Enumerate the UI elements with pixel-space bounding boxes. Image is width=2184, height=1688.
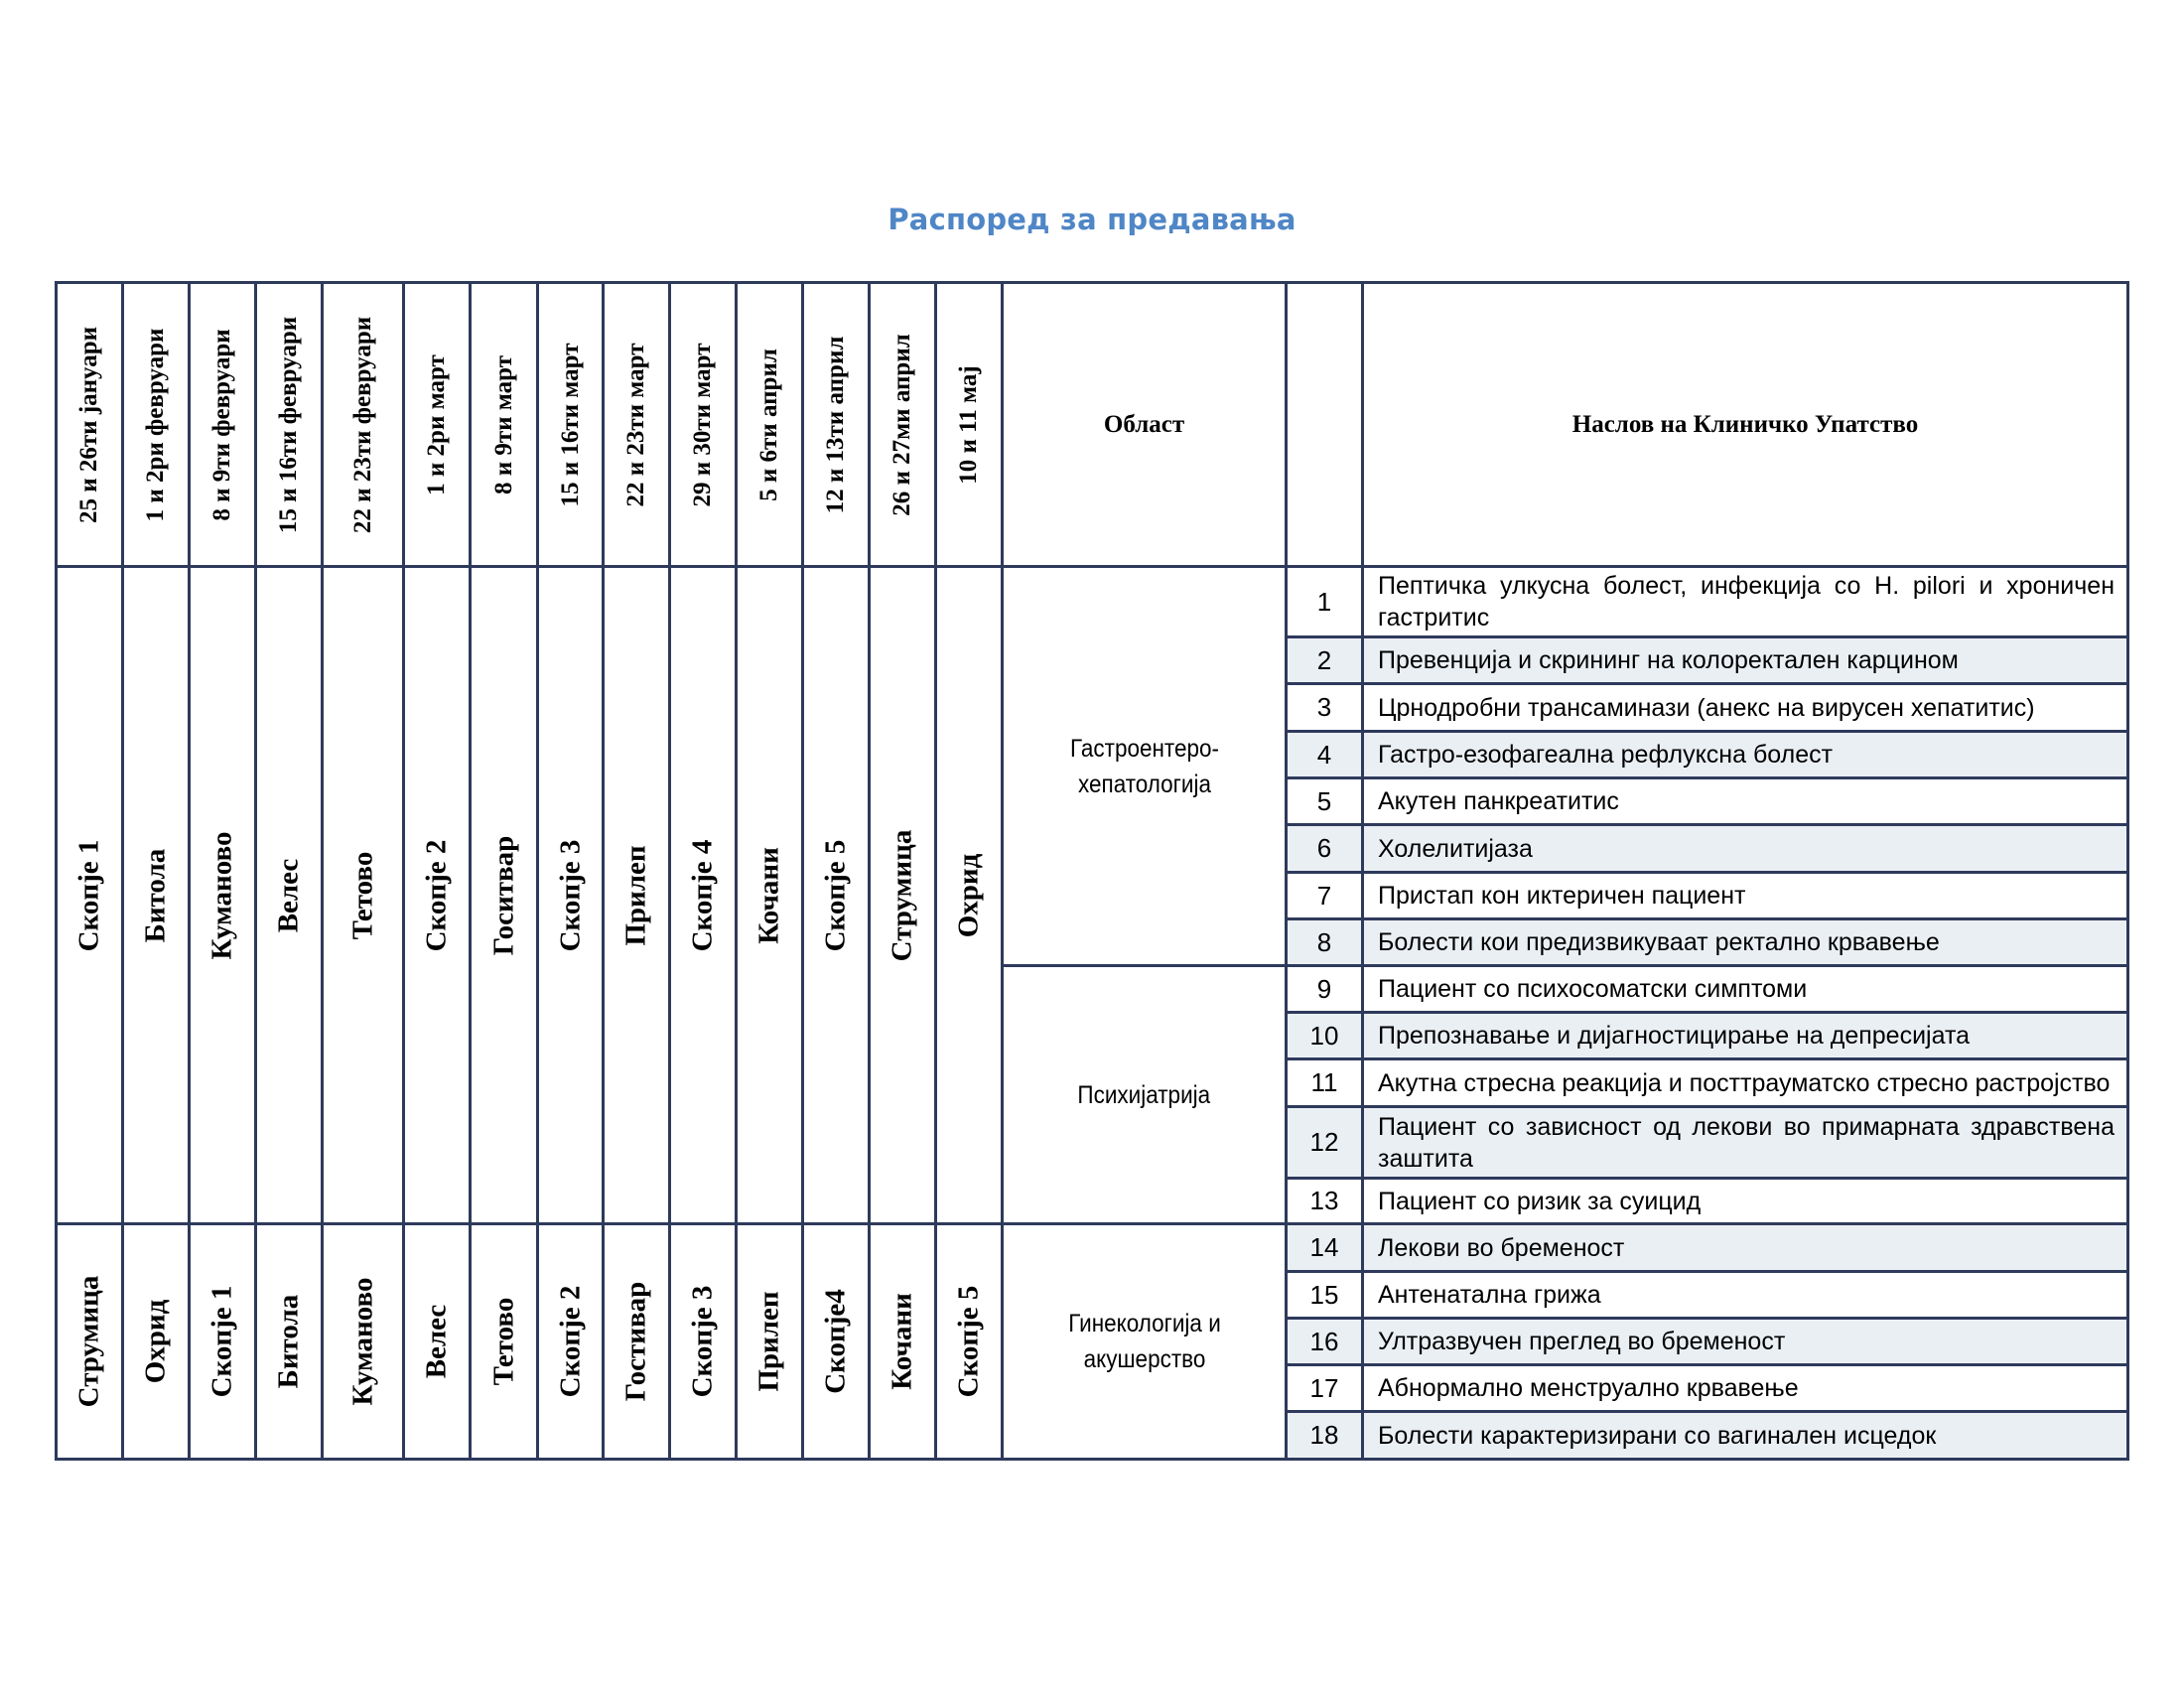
- lecture-schedule-table: [55, 281, 2129, 1461]
- guideline-title-text: Абнормално менструално крвавење: [1378, 1374, 1799, 1402]
- guideline-title: [1363, 1224, 2128, 1272]
- page-title: Распоред за предавања: [887, 203, 1297, 236]
- date-header-label: 29 и 30ти март: [689, 342, 716, 507]
- location-cell: [404, 1224, 471, 1460]
- area-cell: [1003, 966, 1287, 1224]
- date-header-label: 8 и 9ти март: [489, 354, 517, 494]
- location-label: Куманово: [205, 831, 238, 959]
- guideline-title: [1363, 567, 2128, 637]
- location-label: Тетово: [346, 851, 378, 939]
- guideline-title-text: Пациент со психосоматски симптоми: [1378, 975, 1808, 1003]
- guideline-number: 10: [1287, 1013, 1363, 1059]
- area-cell: [1003, 567, 1287, 966]
- location-label: Кочани: [886, 1293, 918, 1390]
- date-header: [123, 283, 190, 567]
- date-header: [737, 283, 803, 567]
- date-header: [190, 283, 256, 567]
- area-label: Гинекологија и акушерство: [1067, 1310, 1221, 1373]
- area-label: Гастроентеро-хепатологија: [1069, 734, 1219, 798]
- guideline-number: 4: [1287, 732, 1363, 778]
- guideline-title-text: Црнодробни трансаминази (анекс на вирусен хепатитис): [1378, 693, 2035, 722]
- guideline-number: 3: [1287, 684, 1363, 732]
- date-header: [803, 283, 870, 567]
- date-header: [471, 283, 538, 567]
- location-cell: [123, 1224, 190, 1460]
- location-label: Прилеп: [619, 844, 652, 946]
- guideline-number: 7: [1287, 873, 1363, 919]
- location-cell: [670, 567, 737, 1224]
- guideline-title-text: Антенатална грижа: [1378, 1281, 1601, 1309]
- guideline-title: [1363, 1365, 2128, 1412]
- location-label: Госитвар: [487, 835, 519, 955]
- guideline-title-text: Болести кои предизвикуваат ректално крвавење: [1378, 928, 1940, 956]
- date-header-label: 10 и 11 мај: [955, 364, 982, 485]
- location-label: Струмица: [886, 829, 918, 961]
- location-label: Струмица: [72, 1275, 105, 1408]
- location-cell: [57, 567, 123, 1224]
- table-row: [57, 567, 2128, 637]
- table-row: [57, 1224, 2128, 1272]
- number-header: [1287, 283, 1363, 567]
- date-header: [57, 283, 123, 567]
- date-header: [256, 283, 323, 567]
- location-cell: [870, 1224, 936, 1460]
- location-cell: [256, 1224, 323, 1460]
- location-cell: [256, 567, 323, 1224]
- date-header: [670, 283, 737, 567]
- guideline-title: [1363, 919, 2128, 966]
- location-cell: [471, 1224, 538, 1460]
- guideline-title: [1363, 873, 2128, 919]
- guideline-title: [1363, 966, 2128, 1013]
- guideline-number: 8: [1287, 919, 1363, 966]
- guideline-number: 15: [1287, 1272, 1363, 1319]
- location-cell: [803, 567, 870, 1224]
- date-header-label: 8 и 9ти февруари: [208, 328, 235, 521]
- location-label: Скопје 1: [72, 839, 105, 951]
- guideline-title: [1363, 825, 2128, 873]
- location-label: Битола: [272, 1294, 305, 1389]
- location-cell: [471, 567, 538, 1224]
- location-label: Куманово: [346, 1277, 378, 1406]
- guideline-title: [1363, 1179, 2128, 1224]
- guideline-number: 1: [1287, 567, 1363, 637]
- guideline-title: [1363, 1013, 2128, 1059]
- guideline-title-text: Гастро-езофагеална рефлуксна болест: [1378, 741, 1834, 769]
- guideline-title-text: Пациент со зависност од лекови во примарната здравствена заштита: [1378, 1112, 2115, 1173]
- guideline-title-text: Пептичка улкусна болест, инфекција со H. pilori и хроничен гастритис: [1378, 572, 2115, 632]
- header-row: [57, 283, 2128, 567]
- location-cell: [936, 567, 1003, 1224]
- guideline-number: 13: [1287, 1179, 1363, 1224]
- guideline-title-text: Холелитијаза: [1378, 834, 1533, 863]
- location-label: Охрид: [952, 853, 985, 937]
- guideline-title-text: Акутна стресна реакција и посттрауматско стресно растројство: [1378, 1068, 2111, 1097]
- location-label: Скопје 2: [420, 839, 453, 951]
- date-header-label: 15 и 16ти март: [556, 342, 584, 507]
- location-label: Скопје 3: [686, 1285, 719, 1398]
- date-header-label: 26 и 27ми април: [888, 333, 915, 516]
- date-header-label: 15 и 16ти февруари: [275, 316, 302, 533]
- date-header-label: 22 и 23ти февруари: [348, 316, 376, 533]
- location-label: Охрид: [139, 1299, 172, 1384]
- guideline-title: [1363, 1107, 2128, 1179]
- location-cell: [936, 1224, 1003, 1460]
- location-label: Тетово: [487, 1297, 519, 1386]
- guideline-title-text: Ултразвучен преглед во бременост: [1378, 1328, 1786, 1355]
- location-cell: [670, 1224, 737, 1460]
- guideline-number: 5: [1287, 778, 1363, 825]
- guideline-title-text: Препознавање и дијагностицирање на депресијата: [1378, 1022, 1971, 1050]
- guideline-number: 12: [1287, 1107, 1363, 1179]
- area-cell: [1003, 1224, 1287, 1460]
- date-header-label: 1 и 2ри февруари: [142, 328, 169, 521]
- guideline-title-text: Пациент со ризик за суицид: [1378, 1187, 1702, 1215]
- location-label: Прилеп: [752, 1291, 785, 1392]
- date-header: [604, 283, 670, 567]
- date-header-label: 25 и 26ти јануари: [75, 326, 102, 523]
- guideline-title: [1363, 1319, 2128, 1365]
- guideline-title: [1363, 637, 2128, 684]
- date-header: [538, 283, 604, 567]
- guideline-title: [1363, 732, 2128, 778]
- location-cell: [604, 1224, 670, 1460]
- location-cell: [190, 567, 256, 1224]
- date-header: [870, 283, 936, 567]
- location-cell: [538, 1224, 604, 1460]
- area-label: Психијатрија: [1077, 1080, 1211, 1109]
- guideline-title: [1363, 684, 2128, 732]
- location-cell: [604, 567, 670, 1224]
- date-header-label: 1 и 2ри март: [423, 353, 450, 495]
- location-label: Кочани: [752, 846, 785, 944]
- guideline-number: 17: [1287, 1365, 1363, 1412]
- date-header-label: 12 и 13ти април: [822, 336, 849, 513]
- guideline-number: 9: [1287, 966, 1363, 1013]
- guideline-number: 6: [1287, 825, 1363, 873]
- location-label: Гостивар: [619, 1281, 652, 1402]
- guideline-title-text: Акутен панкреатитис: [1378, 787, 1619, 815]
- location-cell: [737, 567, 803, 1224]
- guideline-number: 14: [1287, 1224, 1363, 1272]
- location-label: Скопје 5: [952, 1285, 985, 1398]
- area-header: Област: [1003, 283, 1287, 567]
- guideline-number: 18: [1287, 1412, 1363, 1460]
- guideline-title-text: Болести карактеризирани со вагинален исцедок: [1378, 1421, 1937, 1450]
- location-cell: [190, 1224, 256, 1460]
- location-label: Битола: [139, 848, 172, 942]
- guideline-number: 2: [1287, 637, 1363, 684]
- location-cell: [803, 1224, 870, 1460]
- guideline-title: [1363, 778, 2128, 825]
- guideline-title: [1363, 1412, 2128, 1460]
- guideline-header: Наслов на Клиничко Упатство: [1363, 283, 2128, 567]
- location-cell: [323, 567, 404, 1224]
- location-cell: [123, 567, 190, 1224]
- location-label: Велес: [272, 858, 305, 932]
- location-label: Скопје 2: [554, 1285, 586, 1398]
- guideline-title-text: Превенција и скрининг на колоректален карцином: [1378, 646, 1959, 674]
- date-header-label: 5 и 6ти април: [755, 348, 782, 501]
- location-cell: [538, 567, 604, 1224]
- guideline-title-text: Лекови во бременост: [1378, 1233, 1625, 1262]
- guideline-number: 11: [1287, 1059, 1363, 1107]
- location-cell: [870, 567, 936, 1224]
- location-label: Скопје 3: [554, 839, 586, 951]
- location-label: Скопје 5: [819, 839, 852, 951]
- guideline-title: [1363, 1272, 2128, 1319]
- location-label: Скопје 4: [686, 839, 719, 951]
- guideline-number: 16: [1287, 1319, 1363, 1365]
- location-label: Скопје 1: [205, 1285, 238, 1398]
- location-cell: [57, 1224, 123, 1460]
- date-header: [323, 283, 404, 567]
- location-label: Велес: [420, 1304, 453, 1379]
- guideline-title: [1363, 1059, 2128, 1107]
- location-label: Скопје4: [819, 1289, 852, 1394]
- date-header-label: 22 и 23ти март: [622, 342, 649, 507]
- location-cell: [737, 1224, 803, 1460]
- date-header: [404, 283, 471, 567]
- date-header: [936, 283, 1003, 567]
- location-cell: [323, 1224, 404, 1460]
- guideline-title-text: Пристап кон иктеричен пациент: [1378, 882, 1746, 910]
- location-cell: [404, 567, 471, 1224]
